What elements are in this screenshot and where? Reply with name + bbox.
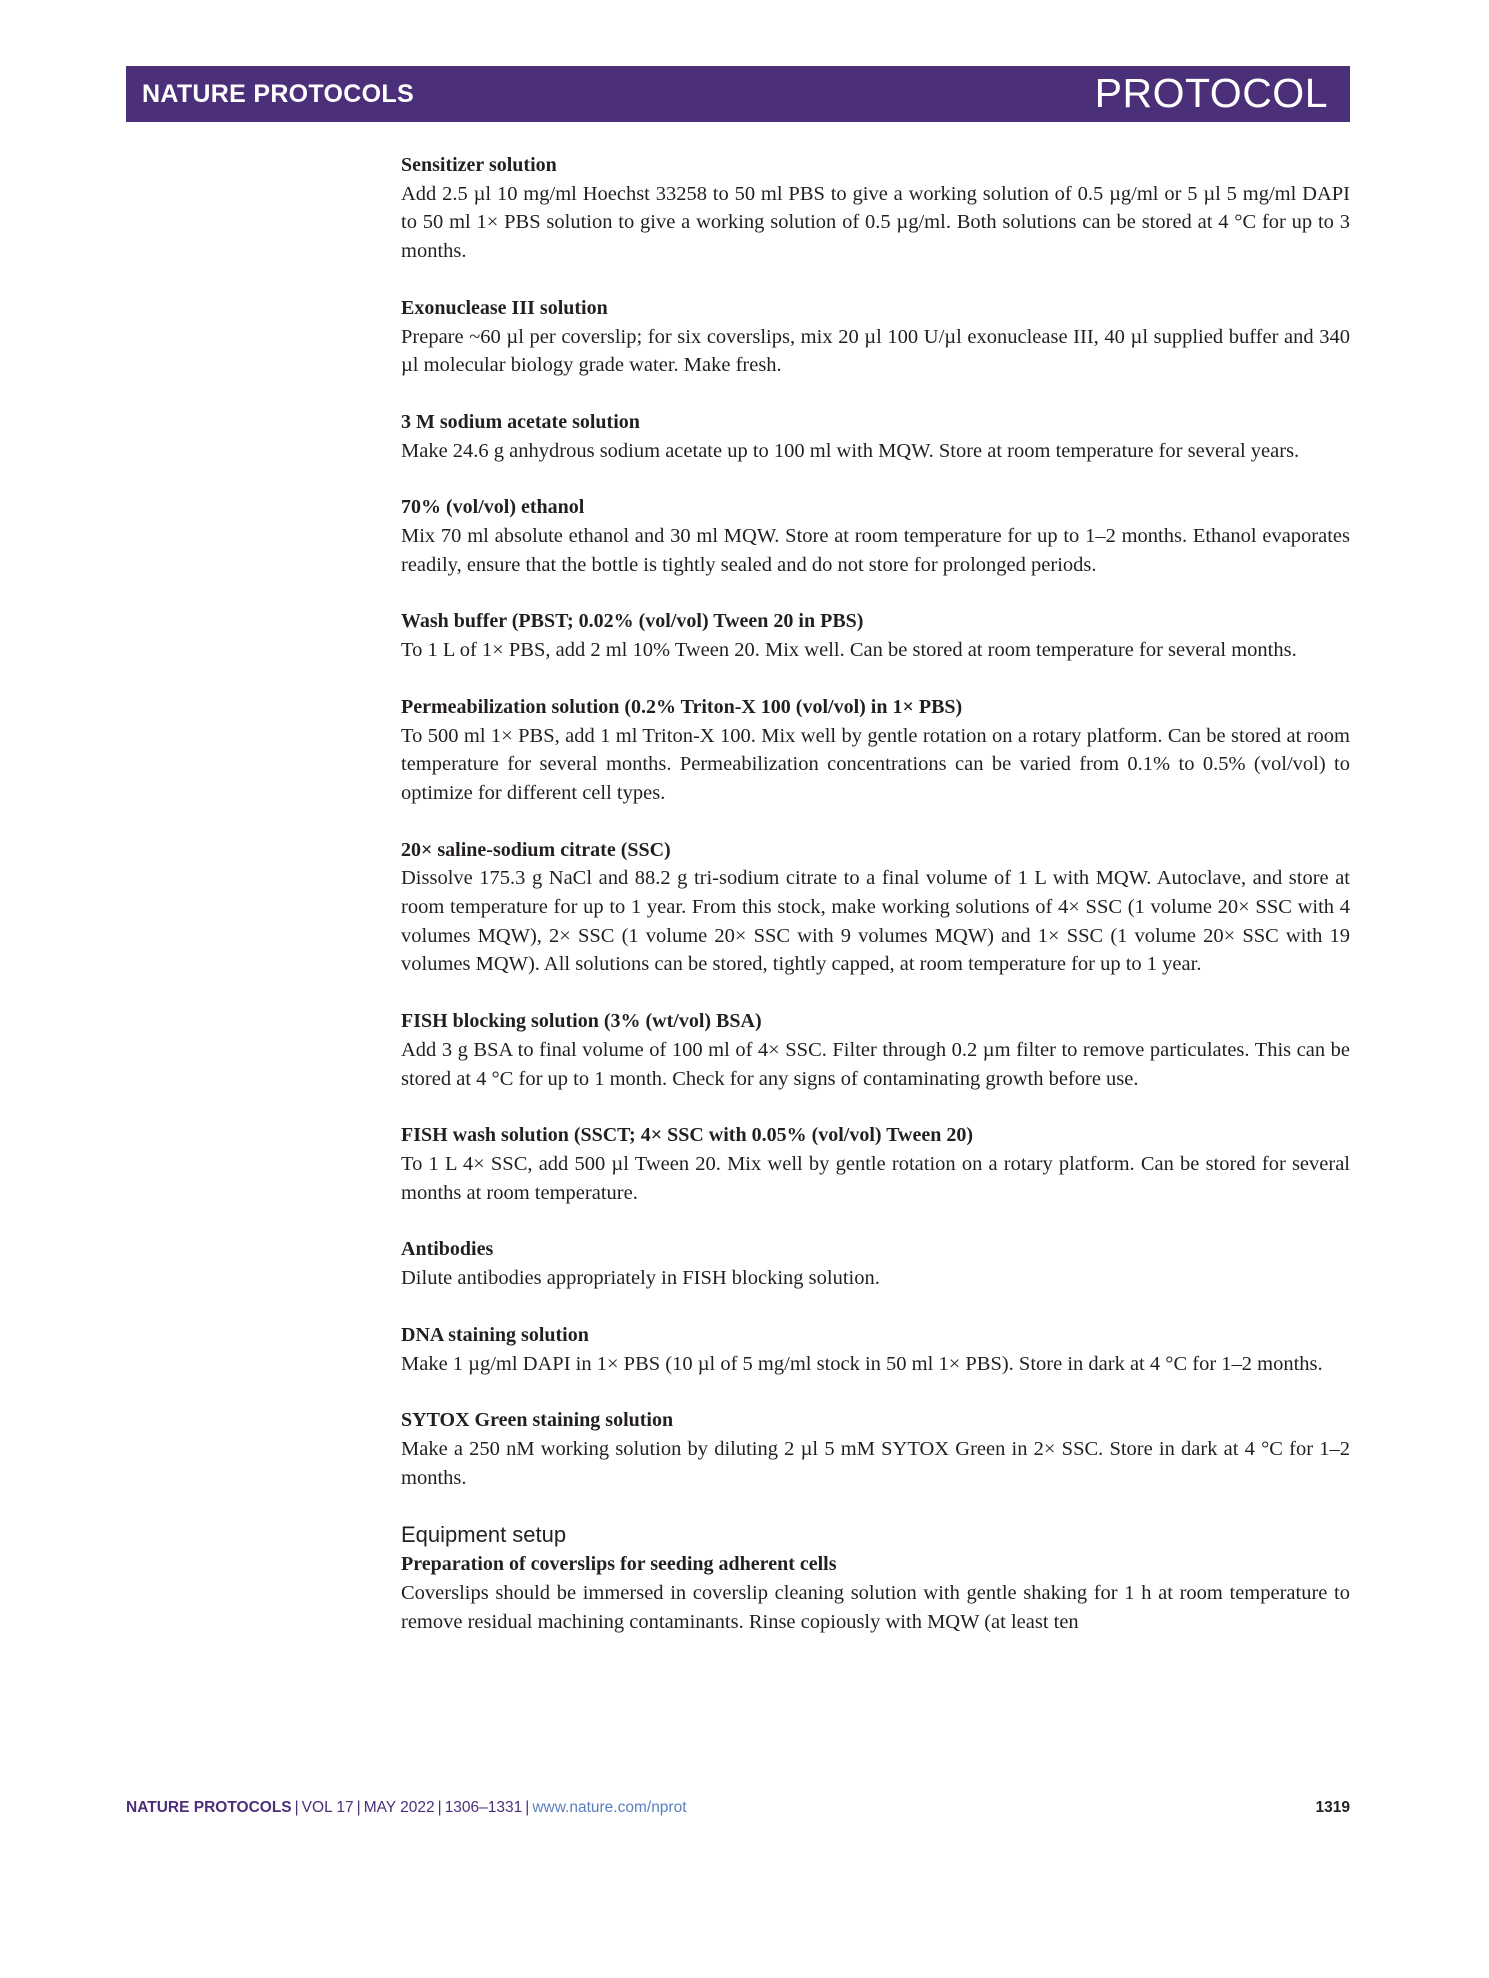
page-footer bbox=[126, 1799, 1350, 1821]
section-body: To 1 L 4× SSC, add 500 µl Tween 20. Mix well by gentle rotation on a rotary platform. Can be stored for several months at room temperature. bbox=[401, 1152, 1350, 1204]
main-content bbox=[401, 151, 1350, 1636]
section-body: Mix 70 ml absolute ethanol and 30 ml MQW. Store at room temperature for up to 1–2 months. Ethanol evaporates readily, ensure that the bottle is tightly sealed and do not store for prolonged periods. bbox=[401, 525, 1350, 576]
section-sodium-acetate-solution bbox=[401, 408, 1350, 465]
section-body: Prepare ~60 µl per coverslip; for six coverslips, mix 20 µl 100 U/µl exonuclease III, 40 µl supplied buffer and 340 µl molecular biology grade water. Make fresh. bbox=[401, 325, 1350, 377]
section-title: Wash buffer (PBST; 0.02% (vol/vol) Tween 20 in PBS) bbox=[401, 610, 864, 633]
section-sensitizer-solution bbox=[401, 151, 1350, 266]
document-type-label: PROTOCOL bbox=[1094, 70, 1328, 116]
section-title: Permeabilization solution (0.2% Triton-X 100 (vol/vol) in 1× PBS) bbox=[401, 695, 963, 718]
section-body: Make 1 µg/ml DAPI in 1× PBS (10 µl of 5 mg/ml stock in 50 ml 1× PBS). Store in dark at 4 °C for 1–2 months. bbox=[401, 1352, 1323, 1375]
section-body: To 1 L of 1× PBS, add 2 ml 10% Tween 20. Mix well. Can be stored at room temperature for several months. bbox=[401, 639, 1297, 662]
section-sytox-green-staining-solution bbox=[401, 1406, 1350, 1492]
section-fish-blocking-solution bbox=[401, 1007, 1350, 1093]
footer-url-link[interactable]: www.nature.com/nprot bbox=[532, 1799, 687, 1816]
section-title: FISH wash solution (SSCT; 4× SSC with 0.05% (vol/vol) Tween 20) bbox=[401, 1124, 974, 1147]
footer-journal-name: NATURE PROTOCOLS bbox=[126, 1799, 292, 1816]
section-body: Add 3 g BSA to final volume of 100 ml of 4× SSC. Filter through 0.2 µm filter to remove particulates. This can be stored at 4 °C for up to 1 month. Check for any signs of contaminating growth before use. bbox=[401, 1038, 1350, 1090]
section-title: 20× saline-sodium citrate (SSC) bbox=[401, 838, 671, 861]
section-exonuclease-iii-solution bbox=[401, 294, 1350, 380]
section-title: Exonuclease III solution bbox=[401, 296, 608, 319]
equipment-setup-heading: Equipment setup bbox=[401, 1522, 567, 1548]
section-body: Make 24.6 g anhydrous sodium acetate up to 100 ml with MQW. Store at room temperature for several years. bbox=[401, 439, 1300, 462]
footer-page-range: 1306–1331 bbox=[444, 1799, 523, 1816]
section-antibodies bbox=[401, 1235, 1350, 1292]
footer-separator: | bbox=[525, 1799, 530, 1816]
footer-separator: | bbox=[294, 1799, 299, 1816]
section-fish-wash-solution bbox=[401, 1121, 1350, 1207]
page-number: 1319 bbox=[1315, 1799, 1350, 1816]
header-bar bbox=[126, 66, 1350, 122]
footer-volume: VOL 17 bbox=[301, 1799, 354, 1816]
section-body: Add 2.5 µl 10 mg/ml Hoechst 33258 to 50 ml PBS to give a working solution of 0.5 µg/ml or 5 µl 5 mg/ml DAPI to 50 ml 1× PBS solution to give a working solution of 0.5 µg/ml. Both solutions can be stored at 4 °C for up to 3 months. bbox=[401, 182, 1350, 263]
section-title: Antibodies bbox=[401, 1238, 494, 1261]
equipment-subsection-title: Preparation of coverslips for seeding adherent cells bbox=[401, 1553, 837, 1576]
footer-date: MAY 2022 bbox=[363, 1799, 435, 1816]
footer-separator: | bbox=[437, 1799, 442, 1816]
section-title: Sensitizer solution bbox=[401, 154, 557, 176]
equipment-subsection-body: Coverslips should be immersed in coverslip cleaning solution with gentle shaking for 1 h at room temperature to remove residual machining contaminants. Rinse copiously with MQW (at least ten bbox=[401, 1582, 1350, 1633]
section-body: Make a 250 nM working solution by diluting 2 µl 5 mM SYTOX Green in 2× SSC. Store in dark at 4 °C for 1–2 months. bbox=[401, 1437, 1350, 1489]
section-body: To 500 ml 1× PBS, add 1 ml Triton-X 100. Mix well by gentle rotation on a rotary platform. Can be stored at room temperature for several months. Permeabilization concentrations can be varied from 0.1% to 0.5% (vol/vol) to optimize for different cell types. bbox=[401, 724, 1350, 804]
journal-name: NATURE PROTOCOLS bbox=[142, 80, 414, 108]
section-title: 70% (vol/vol) ethanol bbox=[401, 496, 585, 519]
section-ethanol bbox=[401, 493, 1350, 579]
section-title: DNA staining solution bbox=[401, 1323, 589, 1346]
section-permeabilization-solution bbox=[401, 693, 1350, 808]
section-title: FISH blocking solution (3% (wt/vol) BSA) bbox=[401, 1010, 762, 1033]
section-dna-staining-solution bbox=[401, 1321, 1350, 1378]
section-title: 3 M sodium acetate solution bbox=[401, 410, 640, 433]
footer-separator: | bbox=[356, 1799, 361, 1816]
section-body: Dissolve 175.3 g NaCl and 88.2 g tri-sodium citrate to a final volume of 1 L with MQW. Autoclave, and store at room temperature for up to 1 year. From this stock, make working solutions of 4× SSC (1 volume 20× SSC with 4 volumes MQW), 2× SSC (1 volume 20× SSC with 9 volumes MQW) and 1× SSC (1 volume 20× SSC with 19 volumes MQW). All solutions can be stored, tightly capped, at room temperature for up to 1 year. bbox=[401, 867, 1350, 976]
section-body: Dilute antibodies appropriately in FISH blocking solution. bbox=[401, 1267, 880, 1290]
section-wash-buffer bbox=[401, 607, 1350, 664]
section-ssc bbox=[401, 836, 1350, 980]
section-title: SYTOX Green staining solution bbox=[401, 1409, 674, 1432]
